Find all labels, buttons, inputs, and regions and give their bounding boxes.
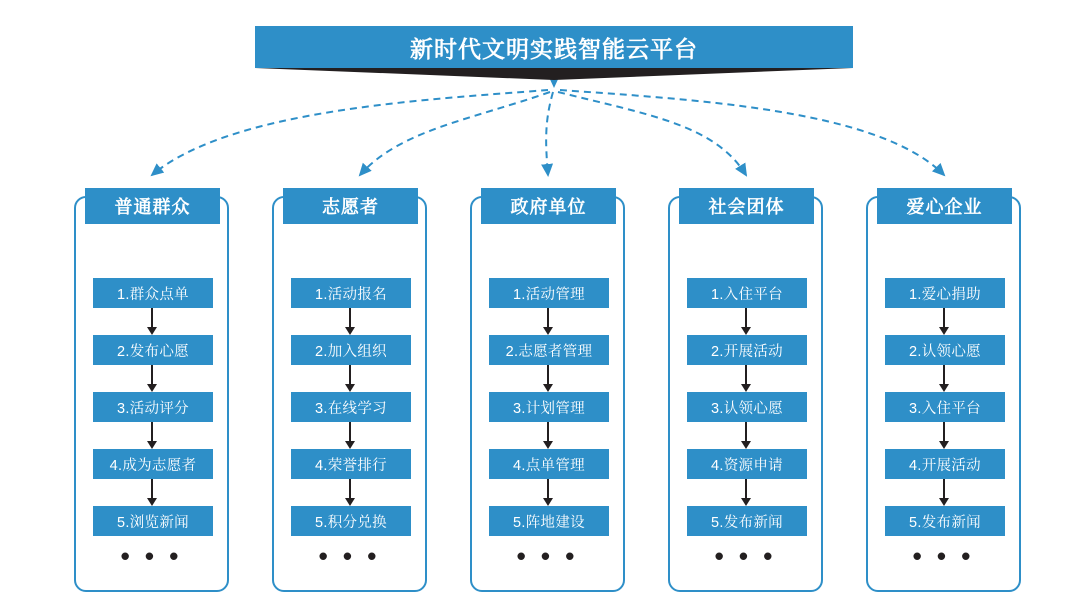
more-indicator: • • • bbox=[912, 541, 975, 571]
column-item[interactable]: 2.发布心愿 bbox=[93, 335, 213, 365]
column-社会团体[interactable] bbox=[668, 196, 823, 592]
down-arrow-icon bbox=[939, 479, 949, 506]
column-item[interactable]: 5.浏览新闻 bbox=[93, 506, 213, 536]
down-arrow-icon bbox=[543, 479, 553, 506]
more-indicator: • • • bbox=[120, 541, 183, 571]
column-item[interactable]: 2.认领心愿 bbox=[885, 335, 1005, 365]
column-item[interactable]: 1.群众点单 bbox=[93, 278, 213, 308]
column-item[interactable]: 3.在线学习 bbox=[291, 392, 411, 422]
column-item[interactable]: 1.爱心捐助 bbox=[885, 278, 1005, 308]
column-item[interactable]: 1.入住平台 bbox=[687, 278, 807, 308]
down-arrow-icon bbox=[741, 308, 751, 335]
column-item[interactable]: 5.阵地建设 bbox=[489, 506, 609, 536]
column-item[interactable]: 3.活动评分 bbox=[93, 392, 213, 422]
page-title: 新时代文明实践智能云平台 bbox=[410, 35, 698, 62]
column-header: 志愿者 bbox=[283, 188, 418, 224]
title-wedge bbox=[255, 68, 853, 80]
down-arrow-icon bbox=[147, 422, 157, 449]
down-arrow-icon bbox=[345, 479, 355, 506]
down-arrow-icon bbox=[939, 422, 949, 449]
column-志愿者[interactable] bbox=[272, 196, 427, 592]
column-item[interactable]: 5.积分兑换 bbox=[291, 506, 411, 536]
column-爱心企业[interactable] bbox=[866, 196, 1021, 592]
more-indicator: • • • bbox=[318, 541, 381, 571]
down-arrow-icon bbox=[147, 479, 157, 506]
down-arrow-icon bbox=[741, 422, 751, 449]
column-item[interactable]: 2.加入组织 bbox=[291, 335, 411, 365]
column-item[interactable]: 5.发布新闻 bbox=[687, 506, 807, 536]
down-arrow-icon bbox=[543, 308, 553, 335]
column-item[interactable]: 3.认领心愿 bbox=[687, 392, 807, 422]
column-item[interactable]: 2.开展活动 bbox=[687, 335, 807, 365]
more-indicator: • • • bbox=[516, 541, 579, 571]
column-item[interactable]: 3.入住平台 bbox=[885, 392, 1005, 422]
down-arrow-icon bbox=[543, 365, 553, 392]
column-item[interactable]: 1.活动管理 bbox=[489, 278, 609, 308]
column-item[interactable]: 4.资源申请 bbox=[687, 449, 807, 479]
column-header: 政府单位 bbox=[481, 188, 616, 224]
column-item[interactable]: 3.计划管理 bbox=[489, 392, 609, 422]
down-arrow-icon bbox=[939, 308, 949, 335]
column-header: 爱心企业 bbox=[877, 188, 1012, 224]
down-arrow-icon bbox=[741, 365, 751, 392]
down-arrow-icon bbox=[345, 308, 355, 335]
down-arrow-icon bbox=[345, 365, 355, 392]
column-item[interactable]: 4.点单管理 bbox=[489, 449, 609, 479]
column-政府单位[interactable] bbox=[470, 196, 625, 592]
column-item[interactable]: 4.荣誉排行 bbox=[291, 449, 411, 479]
column-item[interactable]: 5.发布新闻 bbox=[885, 506, 1005, 536]
column-header: 普通群众 bbox=[85, 188, 220, 224]
down-arrow-icon bbox=[147, 365, 157, 392]
column-普通群众[interactable] bbox=[74, 196, 229, 592]
down-arrow-icon bbox=[345, 422, 355, 449]
down-arrow-icon bbox=[939, 365, 949, 392]
column-header: 社会团体 bbox=[679, 188, 814, 224]
column-item[interactable]: 4.成为志愿者 bbox=[93, 449, 213, 479]
column-item[interactable]: 4.开展活动 bbox=[885, 449, 1005, 479]
down-arrow-icon bbox=[741, 479, 751, 506]
platform-title-banner bbox=[255, 26, 853, 68]
more-indicator: • • • bbox=[714, 541, 777, 571]
down-arrow-icon bbox=[543, 422, 553, 449]
column-item[interactable]: 2.志愿者管理 bbox=[489, 335, 609, 365]
column-item[interactable]: 1.活动报名 bbox=[291, 278, 411, 308]
down-arrow-icon bbox=[147, 308, 157, 335]
